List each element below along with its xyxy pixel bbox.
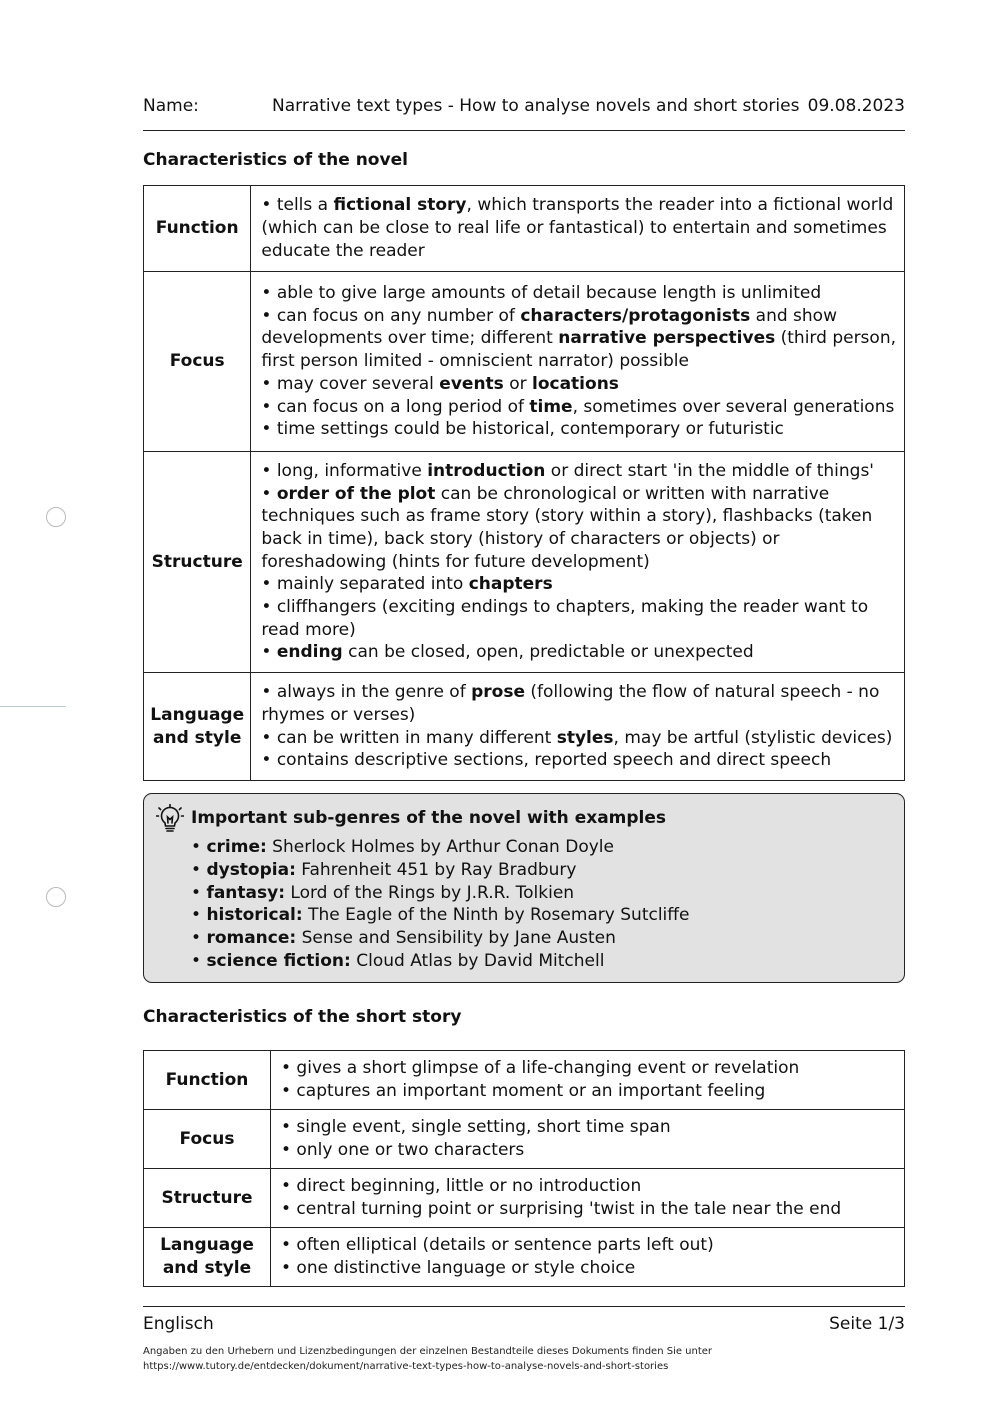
row-label xyxy=(144,452,251,673)
content-line: foreshadowing (hints for future development) xyxy=(261,551,650,572)
credit-text: Angaben zu den Urhebern und Lizenzbedingungen der einzelnen Bestandteile dieses Dokuments finden Sie unter xyxy=(143,1346,713,1357)
content-line: rhymes or verses) xyxy=(261,704,416,725)
row-label xyxy=(144,1228,271,1287)
genre-name: historical: xyxy=(206,905,303,926)
genre-name: fantasy: xyxy=(206,882,286,903)
footer-subject: Englisch xyxy=(143,1314,214,1334)
content-line: • mainly separated into chapters xyxy=(261,574,553,595)
content-line: • captures an important moment or an important feeling xyxy=(281,1081,766,1101)
row-content xyxy=(251,452,905,673)
table-row xyxy=(144,1110,905,1169)
table-row xyxy=(144,1228,905,1287)
row-label xyxy=(144,186,251,272)
content-line: • always in the genre of prose (following the flow of natural speech - no xyxy=(261,682,880,703)
list-item: • dystopia: Fahrenheit 451 by Ray Bradbury xyxy=(191,859,577,880)
row-label-line: Function xyxy=(155,218,239,239)
content-line: • central turning point or surprising 'twist in the tale near the end xyxy=(281,1199,842,1219)
row-content xyxy=(271,1110,905,1169)
row-content xyxy=(271,1169,905,1228)
content-line: • long, informative introduction or direct start 'in the middle of things' xyxy=(261,460,874,481)
table-row xyxy=(144,186,905,272)
row-label xyxy=(144,1051,271,1110)
footer-divider xyxy=(143,1306,905,1307)
row-label xyxy=(144,673,251,781)
content-line: • can be written in many different styles, may be artful (stylistic devices) xyxy=(261,727,893,748)
content-line: • can focus on any number of characters/protagonists and show xyxy=(261,305,837,326)
content-line: • contains descriptive sections, reported speech and direct speech xyxy=(261,750,832,771)
short-story-characteristics-table xyxy=(143,1050,905,1287)
punch-hole-lower xyxy=(46,887,66,907)
row-label-line: Focus xyxy=(169,351,225,372)
credit-url: https://www.tutory.de/entdecken/dokument/narrative-text-types-how-to-analyse-novels-and-short-stories xyxy=(143,1361,669,1372)
table-row xyxy=(144,452,905,673)
content-line: • cliffhangers (exciting endings to chapters, making the reader want to xyxy=(261,597,869,618)
genre-example: The Eagle of the Ninth by Rosemary Sutcliffe xyxy=(302,905,690,926)
table-row xyxy=(144,272,905,452)
row-label-line: Language xyxy=(160,1235,254,1256)
genre-name: dystopia: xyxy=(206,859,296,880)
content-line: • time settings could be historical, contemporary or futuristic xyxy=(261,419,784,440)
content-line: read more) xyxy=(261,619,356,640)
row-label xyxy=(144,1169,271,1228)
name-label: Name: xyxy=(143,96,199,116)
content-line: • single event, single setting, short time span xyxy=(281,1117,671,1138)
row-label-line: Language xyxy=(150,704,245,725)
document-title: Narrative text types - How to analyse novels and short stories xyxy=(272,96,800,116)
content-line: • tells a fictional story, which transports the reader into a fictional world xyxy=(261,195,894,216)
content-line: developments over time; different narrative perspectives (third person, xyxy=(261,328,896,349)
genre-name: science fiction: xyxy=(206,950,351,971)
row-content xyxy=(271,1051,905,1110)
row-content xyxy=(251,272,905,452)
page-header xyxy=(143,96,905,131)
row-label-line: Function xyxy=(165,1069,249,1090)
row-content xyxy=(251,186,905,272)
content-line: • may cover several events or locations xyxy=(261,373,619,394)
genre-example: Lord of the Rings by J.R.R. Tolkien xyxy=(285,882,575,903)
row-label-line: Focus xyxy=(179,1128,235,1149)
content-line: • able to give large amounts of detail because length is unlimited xyxy=(261,283,822,304)
table-row xyxy=(144,1051,905,1110)
content-line: (which can be close to real life or fantastical) to entertain and sometimes xyxy=(261,218,887,239)
license-credit xyxy=(143,1344,712,1374)
list-item: • crime: Sherlock Holmes by Arthur Conan Doyle xyxy=(191,837,614,857)
genre-name: romance: xyxy=(206,928,297,949)
content-line: • only one or two characters xyxy=(281,1140,525,1160)
content-line: • order of the plot can be chronological or written with narrative xyxy=(261,483,830,504)
genre-name: crime: xyxy=(206,837,267,857)
subgenres-tip-box xyxy=(143,793,905,983)
content-line: • direct beginning, little or no introduction xyxy=(281,1176,642,1197)
genre-example: Sense and Sensibility by Jane Austen xyxy=(296,928,616,949)
content-line: first person limited - omniscient narrator) possible xyxy=(261,351,689,372)
row-content xyxy=(271,1228,905,1287)
lightbulb-icon xyxy=(156,804,184,834)
subgenres-list xyxy=(191,836,689,973)
row-label xyxy=(144,1110,271,1169)
content-line: back in time), back story (history of characters or objects) or xyxy=(261,528,780,549)
fold-mark xyxy=(0,706,66,707)
content-line: • can focus on a long period of time, sometimes over several generations xyxy=(261,396,895,417)
list-item: • fantasy: Lord of the Rings by J.R.R. Tolkien xyxy=(191,882,575,903)
list-item: • science fiction: Cloud Atlas by David Mitchell xyxy=(191,950,605,971)
list-item: • romance: Sense and Sensibility by Jane Austen xyxy=(191,928,616,949)
list-item: • historical: The Eagle of the Ninth by Rosemary Sutcliffe xyxy=(191,905,690,926)
content-line: • ending can be closed, open, predictable or unexpected xyxy=(261,642,754,663)
subgenres-title: Important sub-genres of the novel with examples xyxy=(191,808,667,828)
row-content xyxy=(251,673,905,781)
genre-example: Cloud Atlas by David Mitchell xyxy=(350,950,605,971)
content-line: • gives a short glimpse of a life-changing event or revelation xyxy=(281,1058,800,1079)
content-line: educate the reader xyxy=(261,240,425,261)
document-date: 09.08.2023 xyxy=(807,96,905,116)
short-story-heading: Characteristics of the short story xyxy=(143,1007,462,1027)
content-line: • often elliptical (details or sentence parts left out) xyxy=(281,1235,714,1256)
row-label-line: Structure xyxy=(151,551,243,572)
table-row xyxy=(144,673,905,781)
footer-page-number: Seite 1/3 xyxy=(829,1314,905,1334)
table-row xyxy=(144,1169,905,1228)
novel-characteristics-table xyxy=(143,185,905,781)
content-line: techniques such as frame story (story within a story), flashbacks (taken xyxy=(261,506,873,527)
punch-hole-upper xyxy=(46,507,66,527)
row-label xyxy=(144,272,251,452)
row-label-line: and style xyxy=(153,727,242,748)
row-label-line: and style xyxy=(162,1258,252,1278)
genre-example: Fahrenheit 451 by Ray Bradbury xyxy=(295,859,577,880)
genre-example: Sherlock Holmes by Arthur Conan Doyle xyxy=(266,837,614,857)
row-label-line: Structure xyxy=(161,1187,253,1208)
novel-heading: Characteristics of the novel xyxy=(143,150,408,170)
content-line: • one distinctive language or style choice xyxy=(281,1258,636,1278)
